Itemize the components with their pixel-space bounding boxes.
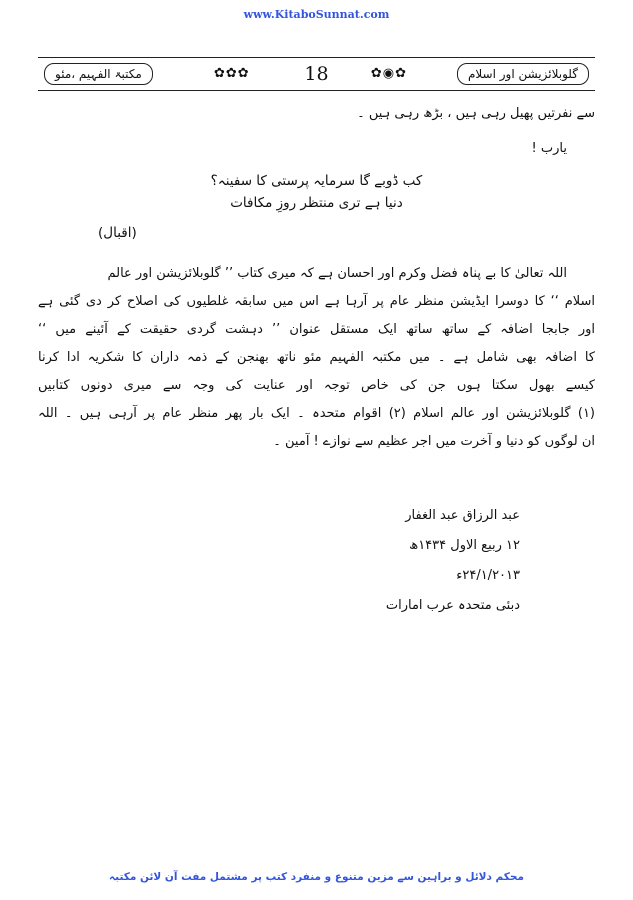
paragraph-line: اسلام ‘‘ کا دوسرا ایڈیشن منظر عام پر آرہا ہے اس میں سابقہ غلطیوں کی اصلاح کر دی گئی ہے xyxy=(38,294,595,309)
paragraph-line: اور جابجا اضافہ کے ساتھ ساتھ ایک مستقل عنوان ’’ دہشت گردی حقیقت کے آئینے میں ‘‘ xyxy=(38,322,595,337)
signature-block xyxy=(38,506,595,616)
footer-tagline[interactable]: محکم دلائل و براہین سے مزین متنوع و منفرد کتب پر مشتمل مفت آن لائن مکتبہ xyxy=(109,871,524,883)
main-paragraph xyxy=(38,264,595,451)
opening-lines xyxy=(38,104,595,158)
running-header xyxy=(38,57,595,91)
flower-ornament-icon: ✿◉✿ xyxy=(370,66,407,81)
text-line: سے نفرتیں پھیل رہی ہیں ، بڑھ رہی ہیں ۔ xyxy=(357,106,595,121)
signature-name: عبد الرزاق عبد الغفار xyxy=(405,508,520,523)
paragraph-line: کیسے بھول سکتا ہوں جن کی خاص توجہ اور عنایت کی وجہ سے میری دونوں کتابیں xyxy=(38,378,595,393)
signature-hijri-date: ۱۲ ربیع الاول ۱۴۳۴ھ xyxy=(409,538,520,553)
text-line: یارب ! xyxy=(531,141,567,156)
paragraph-line: اللہ تعالیٰ کا بے پناہ فضل وکرم اور احسان ہے کہ میری کتاب ’’ گلوبلائزیشن اور عالم xyxy=(107,266,567,281)
publisher-box xyxy=(44,63,153,85)
verse-line: دنیا ہے تری منتظر روزِ مکافات xyxy=(230,195,403,211)
signature-location: دبئی متحدہ عرب امارات xyxy=(385,598,520,613)
page-number: 18 xyxy=(304,63,329,85)
book-title: گلوبلائزیشن اور اسلام xyxy=(467,67,578,81)
site-url[interactable]: www.KitaboSunnat.com xyxy=(243,8,390,21)
verse-line: کب ڈوبے گا سرمایہ پرستی کا سفینہ؟ xyxy=(210,173,423,189)
paragraph-line: (۱) گلوبلائزیشن اور عالم اسلام (۲) اقوام متحدہ ۔ ایک بار پھر منظر عام پر آرہی ہیں ۔ اللہ xyxy=(38,406,595,421)
paragraph-line: کا اضافہ بھی شامل ہے ۔ میں مکتبہ الفہیم مئو ناتھ بھنجن کے ذمہ داران کا شکریہ ادا کرنا xyxy=(38,350,595,365)
publisher-name: مکتبۃ الفہیم ،مئو xyxy=(55,67,142,81)
paragraph-line: ان لوگوں کو دنیا و آخرت میں اجر عظیم سے نوازے ! آمین ۔ xyxy=(273,434,595,449)
poet-attribution: (اقبال) xyxy=(98,225,137,241)
verse-block xyxy=(38,170,595,244)
flower-ornament-icon: ✿✿✿ xyxy=(214,66,250,81)
signature-gregorian-date: ۲۴/۱/۲۰۱۳ء xyxy=(456,568,520,583)
